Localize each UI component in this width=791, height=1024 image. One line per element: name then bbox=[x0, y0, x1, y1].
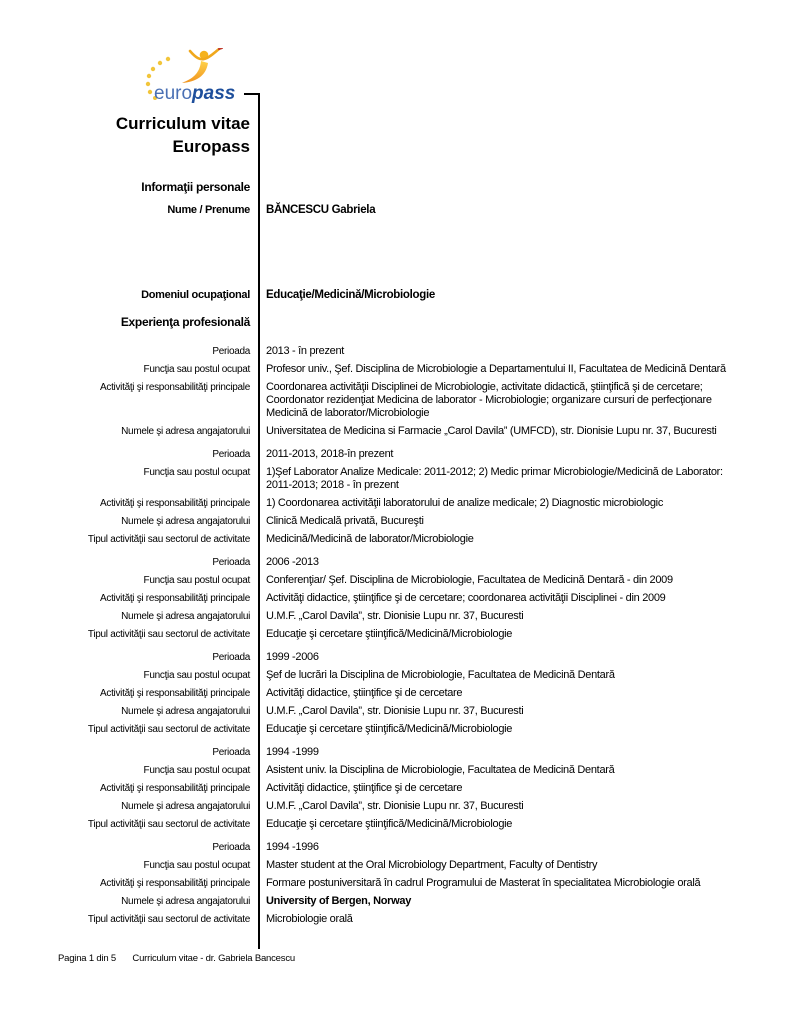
experience-row bbox=[58, 628, 734, 641]
row-value: 1) Coordonarea activităţii laboratorului de analize medicale; 2) Diagnostic microbiologic bbox=[266, 497, 664, 509]
row-label: Perioada bbox=[212, 346, 250, 357]
experience-entry bbox=[58, 345, 734, 438]
occupational-row bbox=[58, 289, 734, 302]
experience-row bbox=[58, 687, 734, 700]
row-value: Coordonarea activităţii Disciplinei de Microbiologie, activitate didactică, ştiinţifică şi de cercetare; Coordonator rezidenţiat Medicina de laborator - Microbiologie; organizare cursuri de perfecţionare Medicină de laborator/Microbiologie bbox=[266, 381, 712, 419]
row-value: U.M.F. „Carol Davila”, str. Dionisie Lupu nr. 37, Bucuresti bbox=[266, 800, 524, 812]
row-label: Perioada bbox=[212, 557, 250, 568]
experience-entry bbox=[58, 746, 734, 831]
row-label: Numele şi adresa angajatorului bbox=[121, 801, 250, 812]
experience-row bbox=[58, 877, 734, 890]
experience-row bbox=[58, 669, 734, 682]
experience-row bbox=[58, 363, 734, 376]
experience-row bbox=[58, 515, 734, 528]
experience-row bbox=[58, 913, 734, 926]
experience-row bbox=[58, 800, 734, 813]
cv-content bbox=[58, 112, 734, 936]
row-value: 1999 -2006 bbox=[266, 651, 319, 663]
logo-figure-icon bbox=[182, 48, 222, 83]
experience-row bbox=[58, 556, 734, 569]
row-label: Tipul activităţii sau sectorul de activitate bbox=[87, 914, 250, 925]
logo-euro-text: euro bbox=[154, 83, 193, 104]
row-label: Funcţia sau postul ocupat bbox=[143, 860, 250, 871]
experience-entries bbox=[58, 345, 734, 926]
logo-pass-text: pass bbox=[192, 83, 236, 104]
row-value: Conferenţiar/ Şef. Disciplina de Microbiologie, Facultatea de Medicină Dentară - din 2009 bbox=[266, 574, 673, 586]
experience-row bbox=[58, 782, 734, 795]
europass-logo bbox=[138, 48, 254, 106]
row-value: Activităţi didactice, ştiinţifice şi de cercetare; coordonarea activităţii Disciplinei - din 2009 bbox=[266, 592, 666, 604]
row-value: 2006 -2013 bbox=[266, 556, 319, 568]
row-value: Medicină/Medicină de laborator/Microbiologie bbox=[266, 533, 474, 545]
experience-entry bbox=[58, 841, 734, 926]
row-label: Perioada bbox=[212, 842, 250, 853]
row-value: Activităţi didactice, ştiinţifice şi de cercetare bbox=[266, 782, 463, 794]
row-label: Perioada bbox=[212, 449, 250, 460]
name-row bbox=[58, 204, 734, 217]
experience-row bbox=[58, 651, 734, 664]
row-value: Master student at the Oral Microbiology Department, Faculty of Dentistry bbox=[266, 859, 598, 871]
row-value: Asistent univ. la Disciplina de Microbiologie, Facultatea de Medicină Dentară bbox=[266, 764, 615, 776]
row-label: Tipul activităţii sau sectorul de activitate bbox=[87, 724, 250, 735]
row-label: Tipul activităţii sau sectorul de activitate bbox=[87, 534, 250, 545]
row-label: Tipul activităţii sau sectorul de activitate bbox=[87, 629, 250, 640]
experience-row bbox=[58, 381, 734, 420]
experience-row bbox=[58, 610, 734, 623]
row-label: Numele şi adresa angajatorului bbox=[121, 516, 250, 527]
experience-row bbox=[58, 425, 734, 438]
row-value: Universitatea de Medicina si Farmacie „Carol Davila” (UMFCD), str. Dionisie Lupu nr. 37, Bucuresti bbox=[266, 425, 717, 437]
row-label: Numele şi adresa angajatorului bbox=[121, 706, 250, 717]
row-label: Activităţi şi responsabilităţi principale bbox=[100, 593, 250, 604]
experience-row bbox=[58, 723, 734, 736]
row-value: Educaţie şi cercetare ştiinţifică/Medicină/Microbiologie bbox=[266, 723, 513, 735]
row-value: Microbiologie orală bbox=[266, 913, 353, 925]
experience-row bbox=[58, 466, 734, 492]
experience-row bbox=[58, 818, 734, 831]
row-label: Activităţi şi responsabilităţi principale bbox=[100, 688, 250, 699]
row-value: 2011-2013, 2018-în prezent bbox=[266, 448, 394, 460]
row-label: Activităţi şi responsabilităţi principale bbox=[100, 878, 250, 889]
experience-row bbox=[58, 592, 734, 605]
row-value: 1994 -1996 bbox=[266, 841, 319, 853]
experience-row bbox=[58, 764, 734, 777]
row-value: Activităţi didactice, ştiinţifice şi de cercetare bbox=[266, 687, 463, 699]
experience-row bbox=[58, 859, 734, 872]
experience-row bbox=[58, 574, 734, 587]
experience-row bbox=[58, 448, 734, 461]
logo-wordmark bbox=[154, 83, 235, 104]
row-label: Tipul activităţii sau sectorul de activitate bbox=[87, 819, 250, 830]
row-value: Formare postuniversitară în cadrul Programului de Masterat în specialitatea Microbiologie orală bbox=[266, 877, 701, 889]
row-value: Profesor univ., Şef. Disciplina de Microbiologie a Departamentului II, Facultatea de Medicină Dentară bbox=[266, 363, 726, 375]
experience-entry bbox=[58, 556, 734, 641]
row-value: Clinică Medicală privată, Bucureşti bbox=[266, 515, 424, 527]
row-value: Educaţie şi cercetare ştiinţifică/Medicină/Microbiologie bbox=[266, 628, 513, 640]
experience-row bbox=[58, 895, 734, 908]
row-value: Şef de lucrări la Disciplina de Microbiologie, Facultatea de Medicină Dentară bbox=[266, 669, 615, 681]
row-label: Perioada bbox=[212, 652, 250, 663]
experience-row bbox=[58, 841, 734, 854]
name-label: Nume / Prenume bbox=[167, 204, 250, 216]
experience-entry bbox=[58, 651, 734, 736]
page-footer bbox=[58, 953, 309, 964]
experience-row bbox=[58, 497, 734, 510]
name-value: BĂNCESCU Gabriela bbox=[266, 204, 376, 216]
experience-row bbox=[58, 345, 734, 358]
page-title-line1: Curriculum vitae bbox=[115, 114, 250, 133]
row-label: Perioada bbox=[212, 747, 250, 758]
experience-entry bbox=[58, 448, 734, 546]
row-label: Numele şi adresa angajatorului bbox=[121, 896, 250, 907]
row-value: University of Bergen, Norway bbox=[266, 895, 412, 907]
row-value: 2013 - în prezent bbox=[266, 345, 345, 357]
row-value: U.M.F. „Carol Davila”, str. Dionisie Lupu nr. 37, Bucuresti bbox=[266, 705, 524, 717]
row-value: 1)Şef Laborator Analize Medicale: 2011-2012; 2) Medic primar Microbiologie/Medicină de Laborator: 2011-2013; 2018 - în prezent bbox=[266, 466, 723, 491]
row-label: Funcţia sau postul ocupat bbox=[143, 765, 250, 776]
page-title bbox=[58, 112, 250, 158]
row-label: Funcţia sau postul ocupat bbox=[143, 670, 250, 681]
occupational-value: Educaţie/Medicină/Microbiologie bbox=[266, 289, 435, 301]
row-value: Educaţie şi cercetare ştiinţifică/Medicină/Microbiologie bbox=[266, 818, 513, 830]
experience-row bbox=[58, 746, 734, 759]
page-title-line2: Europass bbox=[172, 137, 250, 156]
experience-row bbox=[58, 533, 734, 546]
footer-page-info: Pagina 1 din 5 bbox=[58, 953, 116, 964]
row-label: Funcţia sau postul ocupat bbox=[143, 575, 250, 586]
row-label: Funcţia sau postul ocupat bbox=[143, 364, 250, 375]
footer-doc-info: Curriculum vitae - dr. Gabriela Bancescu bbox=[132, 953, 295, 964]
row-label: Numele şi adresa angajatorului bbox=[121, 611, 250, 622]
row-label: Activităţi şi responsabilităţi principale bbox=[100, 382, 250, 393]
row-value: U.M.F. „Carol Davila”, str. Dionisie Lupu nr. 37, Bucuresti bbox=[266, 610, 524, 622]
section-personal-info: Informaţii personale bbox=[141, 180, 250, 194]
row-label: Activităţi şi responsabilităţi principale bbox=[100, 498, 250, 509]
occupational-label: Domeniul ocupaţional bbox=[141, 289, 250, 301]
row-label: Funcţia sau postul ocupat bbox=[143, 467, 250, 478]
row-value: 1994 -1999 bbox=[266, 746, 319, 758]
divider-connector bbox=[244, 93, 258, 95]
row-label: Numele şi adresa angajatorului bbox=[121, 426, 250, 437]
section-experience: Experienţa profesională bbox=[120, 315, 250, 329]
experience-row bbox=[58, 705, 734, 718]
row-label: Activităţi şi responsabilităţi principale bbox=[100, 783, 250, 794]
